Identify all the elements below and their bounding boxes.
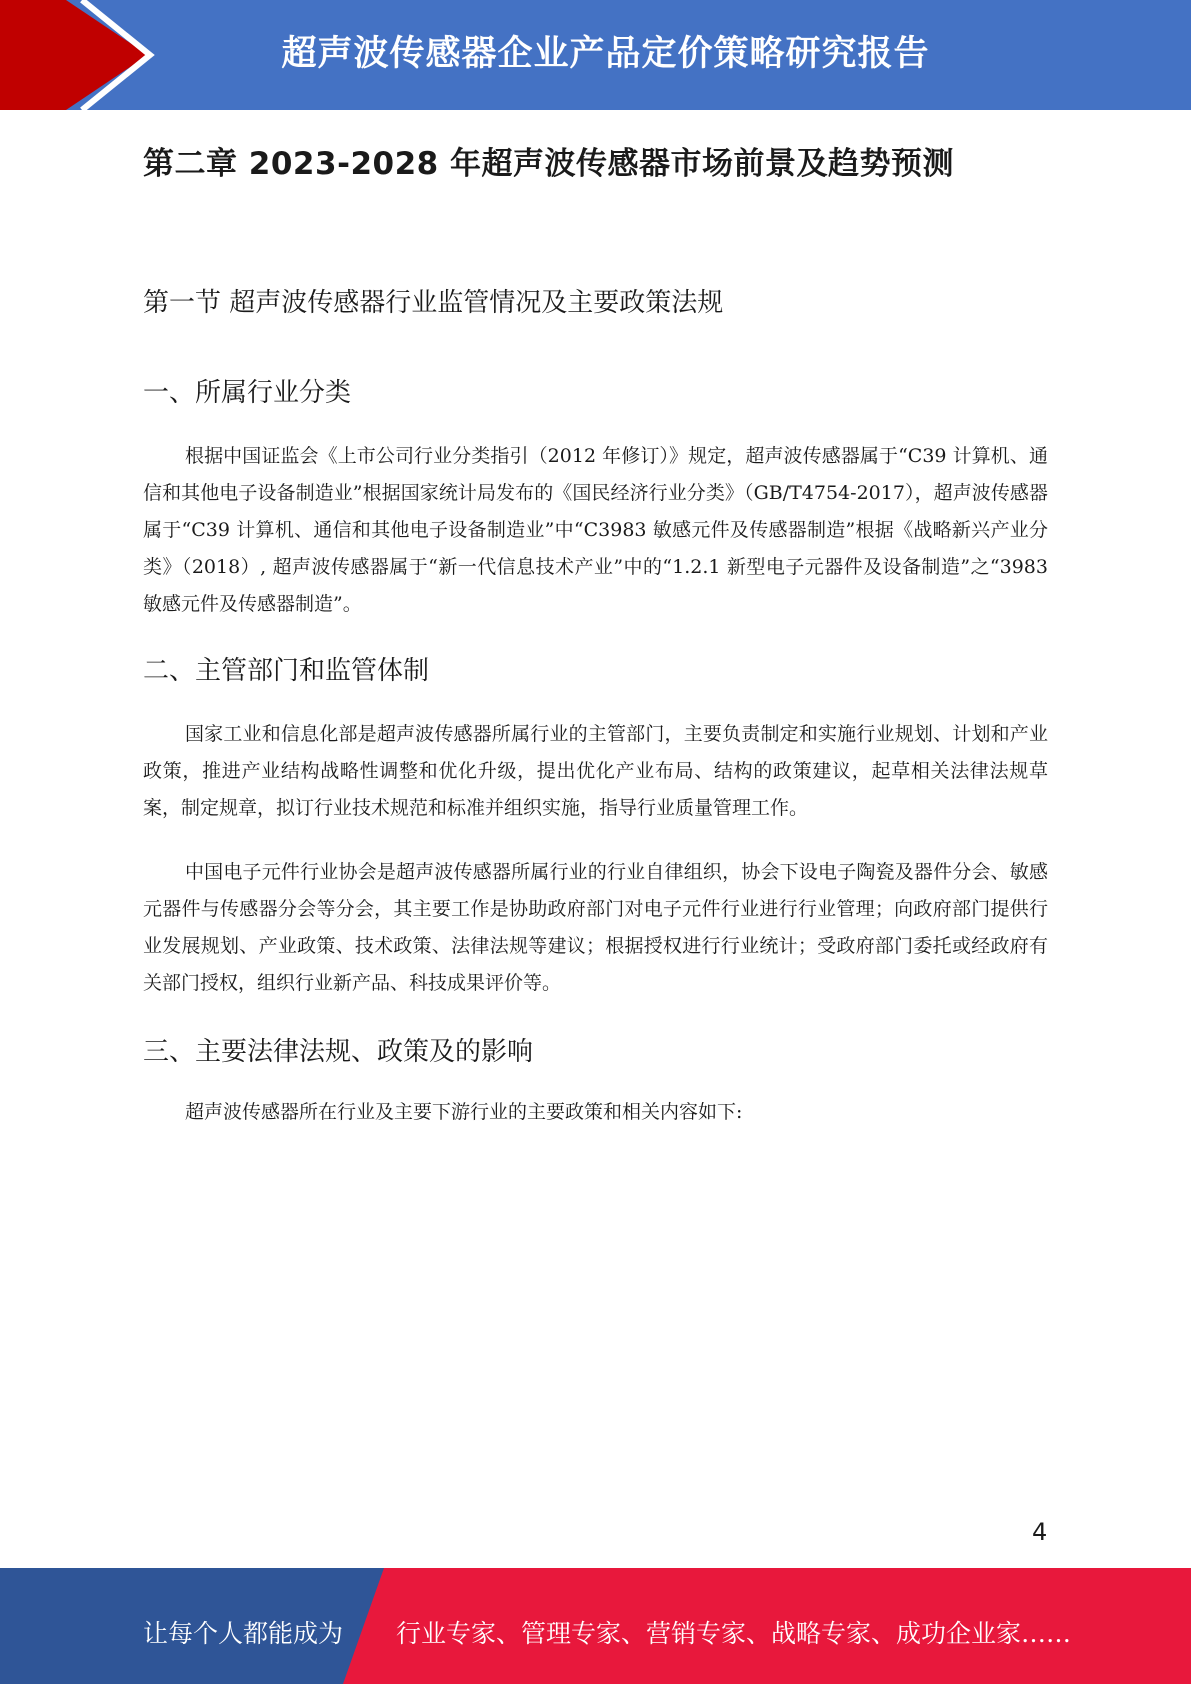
subsection-heading-3: 三、主要法律法规、政策及的影响: [143, 1037, 534, 1067]
header-banner: [0, 0, 1191, 110]
paragraph-policies-intro: 超声波传感器所在行业及主要下游行业的主要政策和相关内容如下:: [185, 1101, 743, 1123]
footer-slogan-left: 让每个人都能成为: [143, 1619, 344, 1648]
paragraph-industry-classification: 根据中国证监会《上市公司行业分类指引（2012 年修订）》规定，超声波传感器属于“C39 计算机、通信和其他电子设备制造业”根据国家统计局发布的《国民经济行业分类》（GB/T4754-2017），超声波传感器属于“C39 计算机、通信和其他电子设备制造业”中“C3983 敏感元件及传感器制造”根据《战略新兴产业分类》（2018）, 超声波传感器属于“新一代信息技术产业”中的“1.2.1 新型电子元器件及设备制造”之“3983 敏感元件及传感器制造”。: [143, 445, 1048, 615]
footer-banner: [0, 1568, 1191, 1684]
footer-slogan-right: 行业专家、管理专家、营销专家、战略专家、成功企业家……: [396, 1619, 1072, 1648]
section-title: 第一节 超声波传感器行业监管情况及主要政策法规: [143, 288, 724, 318]
paragraph-ministry: 国家工业和信息化部是超声波传感器所属行业的主管部门，主要负责制定和实施行业规划、计划和产业政策，推进产业结构战略性调整和优化升级，提出优化产业布局、结构的政策建议，起草相关法律法规草案，制定规章，拟订行业技术规范和标准并组织实施，指导行业质量管理工作。: [143, 723, 1048, 819]
paragraph-association: 中国电子元件行业协会是超声波传感器所属行业的行业自律组织，协会下设电子陶瓷及器件分会、敏感元器件与传感器分会等分会，其主要工作是协助政府部门对电子元件行业进行行业管理；向政府部门提供行业发展规划、产业政策、技术政策、法律法规等建议；根据授权进行行业统计；受政府部门委托或经政府有关部门授权，组织行业新产品、科技成果评价等。: [143, 861, 1048, 994]
subsection-heading-2: 二、主管部门和监管体制: [143, 656, 430, 686]
page-number: 4: [1032, 1518, 1048, 1546]
chapter-title: 第二章 2023-2028 年超声波传感器市场前景及趋势预测: [143, 146, 955, 182]
subsection-heading-1: 一、所属行业分类: [143, 378, 352, 408]
report-title: 超声波传感器企业产品定价策略研究报告: [281, 34, 930, 74]
